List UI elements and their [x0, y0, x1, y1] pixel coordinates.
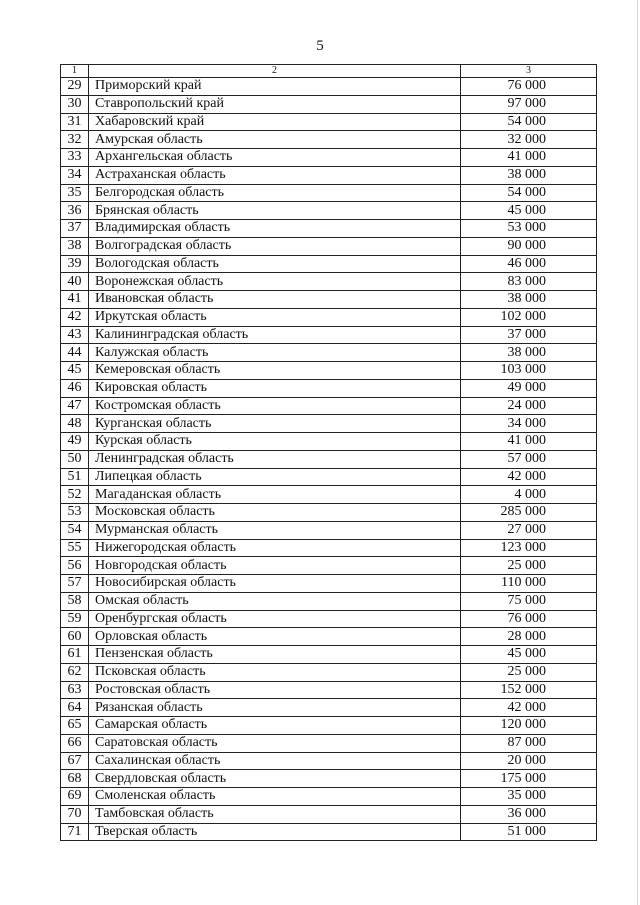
table-row	[61, 415, 597, 433]
region-name: Кемеровская область	[89, 362, 461, 380]
row-number: 39	[61, 255, 89, 273]
region-value: 25 000	[461, 663, 597, 681]
region-value: 175 000	[461, 770, 597, 788]
table-row	[61, 308, 597, 326]
region-name: Пензенская область	[89, 646, 461, 664]
table-row	[61, 717, 597, 735]
region-value: 90 000	[461, 237, 597, 255]
table-row	[61, 131, 597, 149]
row-number: 53	[61, 504, 89, 522]
region-value: 53 000	[461, 220, 597, 238]
region-name: Иркутская область	[89, 308, 461, 326]
region-value: 41 000	[461, 149, 597, 167]
region-name: Архангельская область	[89, 149, 461, 167]
region-name: Новосибирская область	[89, 575, 461, 593]
region-name: Кировская область	[89, 379, 461, 397]
region-name: Смоленская область	[89, 788, 461, 806]
region-name: Московская область	[89, 504, 461, 522]
region-value: 45 000	[461, 646, 597, 664]
region-name: Свердловская область	[89, 770, 461, 788]
region-value: 110 000	[461, 575, 597, 593]
row-number: 51	[61, 468, 89, 486]
row-number: 65	[61, 717, 89, 735]
table-row	[61, 149, 597, 167]
row-number: 38	[61, 237, 89, 255]
table-row	[61, 184, 597, 202]
region-name: Волгоградская область	[89, 237, 461, 255]
region-name: Самарская область	[89, 717, 461, 735]
table-row	[61, 628, 597, 646]
table-row	[61, 521, 597, 539]
row-number: 33	[61, 149, 89, 167]
row-number: 71	[61, 823, 89, 841]
row-number: 40	[61, 273, 89, 291]
table-row	[61, 468, 597, 486]
region-name: Курская область	[89, 433, 461, 451]
region-table	[60, 64, 597, 841]
row-number: 43	[61, 326, 89, 344]
region-name: Ивановская область	[89, 291, 461, 309]
row-number: 68	[61, 770, 89, 788]
table-row	[61, 291, 597, 309]
table-row	[61, 646, 597, 664]
scan-edge	[637, 0, 638, 905]
row-number: 29	[61, 78, 89, 96]
region-name: Тверская область	[89, 823, 461, 841]
region-value: 34 000	[461, 415, 597, 433]
region-name: Хабаровский край	[89, 113, 461, 131]
region-name: Сахалинская область	[89, 752, 461, 770]
table-row	[61, 344, 597, 362]
row-number: 61	[61, 646, 89, 664]
region-value: 38 000	[461, 166, 597, 184]
header-col-1: 1	[61, 65, 89, 78]
row-number: 52	[61, 486, 89, 504]
region-value: 28 000	[461, 628, 597, 646]
region-name: Вологодская область	[89, 255, 461, 273]
region-value: 102 000	[461, 308, 597, 326]
row-number: 36	[61, 202, 89, 220]
table-row	[61, 504, 597, 522]
region-value: 123 000	[461, 539, 597, 557]
row-number: 41	[61, 291, 89, 309]
table-row	[61, 113, 597, 131]
row-number: 31	[61, 113, 89, 131]
region-name: Белгородская область	[89, 184, 461, 202]
region-name: Оренбургская область	[89, 610, 461, 628]
row-number: 69	[61, 788, 89, 806]
region-name: Приморский край	[89, 78, 461, 96]
table-row	[61, 610, 597, 628]
row-number: 48	[61, 415, 89, 433]
region-value: 51 000	[461, 823, 597, 841]
region-name: Магаданская область	[89, 486, 461, 504]
region-value: 76 000	[461, 610, 597, 628]
row-number: 60	[61, 628, 89, 646]
row-number: 62	[61, 663, 89, 681]
table-row	[61, 237, 597, 255]
region-value: 32 000	[461, 131, 597, 149]
region-value: 54 000	[461, 184, 597, 202]
region-name: Тамбовская область	[89, 805, 461, 823]
region-value: 35 000	[461, 788, 597, 806]
row-number: 70	[61, 805, 89, 823]
row-number: 67	[61, 752, 89, 770]
region-name: Новгородская область	[89, 557, 461, 575]
table-row	[61, 557, 597, 575]
region-value: 152 000	[461, 681, 597, 699]
region-value: 42 000	[461, 699, 597, 717]
row-number: 35	[61, 184, 89, 202]
row-number: 32	[61, 131, 89, 149]
region-name: Калужская область	[89, 344, 461, 362]
region-name: Нижегородская область	[89, 539, 461, 557]
region-name: Рязанская область	[89, 699, 461, 717]
row-number: 44	[61, 344, 89, 362]
row-number: 30	[61, 95, 89, 113]
row-number: 54	[61, 521, 89, 539]
row-number: 57	[61, 575, 89, 593]
region-value: 38 000	[461, 291, 597, 309]
table-row	[61, 433, 597, 451]
row-number: 34	[61, 166, 89, 184]
table-row	[61, 823, 597, 841]
region-name: Брянская область	[89, 202, 461, 220]
row-number: 58	[61, 592, 89, 610]
region-value: 75 000	[461, 592, 597, 610]
region-name: Костромская область	[89, 397, 461, 415]
region-value: 41 000	[461, 433, 597, 451]
page-number: 5	[316, 38, 324, 54]
region-value: 36 000	[461, 805, 597, 823]
row-number: 66	[61, 734, 89, 752]
region-name: Астраханская область	[89, 166, 461, 184]
row-number: 50	[61, 450, 89, 468]
region-value: 83 000	[461, 273, 597, 291]
table-row	[61, 575, 597, 593]
region-name: Ростовская область	[89, 681, 461, 699]
region-value: 4 000	[461, 486, 597, 504]
table-row	[61, 362, 597, 380]
table-row	[61, 539, 597, 557]
region-value: 87 000	[461, 734, 597, 752]
region-value: 45 000	[461, 202, 597, 220]
region-value: 42 000	[461, 468, 597, 486]
region-name: Курганская область	[89, 415, 461, 433]
table-row	[61, 78, 597, 96]
row-number: 46	[61, 379, 89, 397]
region-name: Омская область	[89, 592, 461, 610]
table-row	[61, 699, 597, 717]
region-value: 24 000	[461, 397, 597, 415]
table-row	[61, 166, 597, 184]
region-value: 120 000	[461, 717, 597, 735]
table-row	[61, 663, 597, 681]
row-number: 63	[61, 681, 89, 699]
region-value: 285 000	[461, 504, 597, 522]
table-row	[61, 486, 597, 504]
table-row	[61, 255, 597, 273]
table-row	[61, 734, 597, 752]
table-body	[61, 78, 597, 841]
region-value: 25 000	[461, 557, 597, 575]
region-name: Псковская область	[89, 663, 461, 681]
row-number: 42	[61, 308, 89, 326]
region-value: 27 000	[461, 521, 597, 539]
region-value: 103 000	[461, 362, 597, 380]
region-name: Орловская область	[89, 628, 461, 646]
region-value: 38 000	[461, 344, 597, 362]
table-header	[61, 65, 597, 78]
table-row	[61, 326, 597, 344]
region-name: Мурманская область	[89, 521, 461, 539]
region-value: 57 000	[461, 450, 597, 468]
table-row	[61, 202, 597, 220]
table-row	[61, 379, 597, 397]
row-number: 55	[61, 539, 89, 557]
table-row	[61, 752, 597, 770]
table-row	[61, 95, 597, 113]
region-name: Владимирская область	[89, 220, 461, 238]
region-value: 20 000	[461, 752, 597, 770]
region-name: Ставропольский край	[89, 95, 461, 113]
row-number: 56	[61, 557, 89, 575]
region-value: 76 000	[461, 78, 597, 96]
table-row	[61, 273, 597, 291]
table-row	[61, 450, 597, 468]
region-name: Амурская область	[89, 131, 461, 149]
region-name: Ленинградская область	[89, 450, 461, 468]
region-name: Воронежская область	[89, 273, 461, 291]
region-value: 49 000	[461, 379, 597, 397]
header-col-3: 3	[461, 65, 597, 78]
table-row	[61, 397, 597, 415]
table-row	[61, 592, 597, 610]
region-value: 97 000	[461, 95, 597, 113]
region-name: Саратовская область	[89, 734, 461, 752]
row-number: 49	[61, 433, 89, 451]
row-number: 64	[61, 699, 89, 717]
region-name: Липецкая область	[89, 468, 461, 486]
table-row	[61, 788, 597, 806]
table-row	[61, 681, 597, 699]
region-value: 54 000	[461, 113, 597, 131]
row-number: 47	[61, 397, 89, 415]
table-row	[61, 220, 597, 238]
table-row	[61, 805, 597, 823]
region-name: Калининградская область	[89, 326, 461, 344]
row-number: 45	[61, 362, 89, 380]
table-row	[61, 770, 597, 788]
row-number: 37	[61, 220, 89, 238]
region-value: 46 000	[461, 255, 597, 273]
row-number: 59	[61, 610, 89, 628]
region-value: 37 000	[461, 326, 597, 344]
header-col-2: 2	[89, 65, 461, 78]
